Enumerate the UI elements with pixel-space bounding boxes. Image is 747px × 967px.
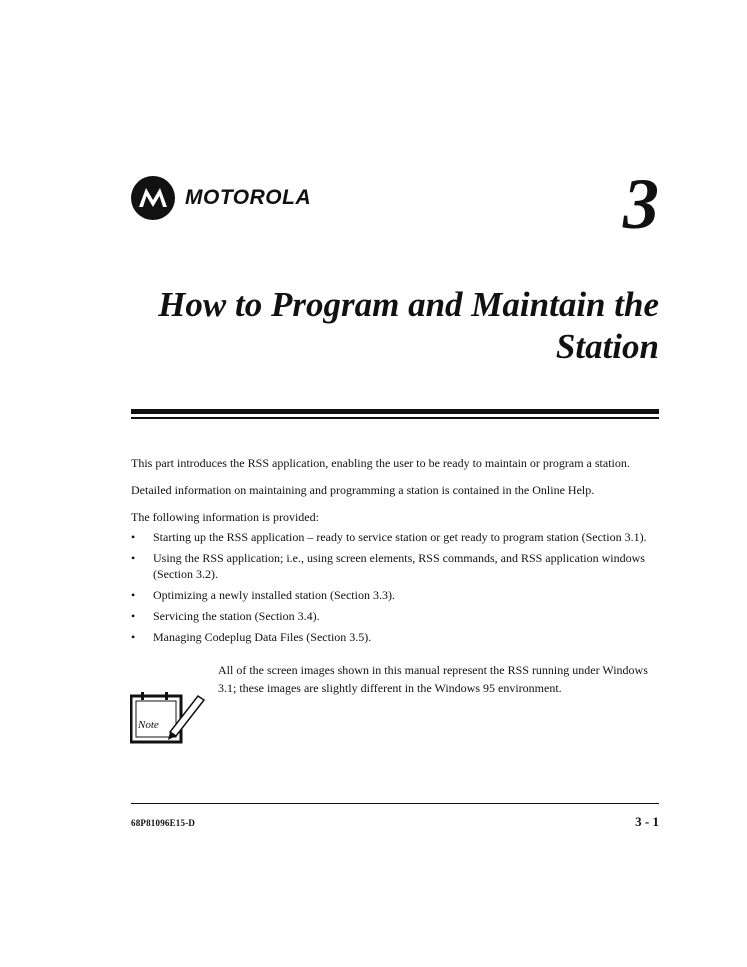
list-item: • Optimizing a newly installed station (Section 3.3). <box>131 587 659 603</box>
detail-paragraph: Detailed information on maintaining and programming a station is contained in the Online Help. <box>131 483 595 497</box>
chapter-title <box>99 284 659 368</box>
motorola-batwing-icon <box>131 176 175 220</box>
body-text <box>131 455 659 650</box>
title-rule-thick <box>131 409 659 414</box>
intro-paragraph: This part introduces the RSS application, enabling the user to be ready to maintain or program a station. <box>131 456 630 470</box>
note-pad-icon <box>130 690 206 746</box>
list-item: • Using the RSS application; i.e., using screen elements, RSS commands, and RSS application windows (Section 3.2). <box>131 550 659 582</box>
list-lead: The following information is provided: <box>131 510 319 524</box>
footer-rule <box>131 803 659 804</box>
info-list <box>131 529 659 645</box>
motorola-logo <box>131 176 311 220</box>
chapter-title-line-2: Station <box>555 327 659 366</box>
list-item: • Starting up the RSS application – ready to service station or get ready to program station (Section 3.1). <box>131 529 659 545</box>
list-item: • Servicing the station (Section 3.4). <box>131 608 659 624</box>
note-icon-label: Note <box>138 719 159 731</box>
chapter-number: 3 <box>623 164 659 244</box>
chapter-title-line-1: How to Program and Maintain the <box>158 285 659 324</box>
title-rule-thin <box>131 417 659 419</box>
logo-wordmark: MOTOROLA <box>185 186 312 209</box>
list-item: • Managing Codeplug Data Files (Section 3.5). <box>131 629 659 645</box>
document-id: 68P81096E15-D <box>131 818 196 828</box>
page-number: 3 - 1 <box>635 814 659 829</box>
note-text: All of the screen images shown in this manual represent the RSS running under Windows 3.1; these images are slightly different in the Windows 95 environment. <box>218 663 648 695</box>
